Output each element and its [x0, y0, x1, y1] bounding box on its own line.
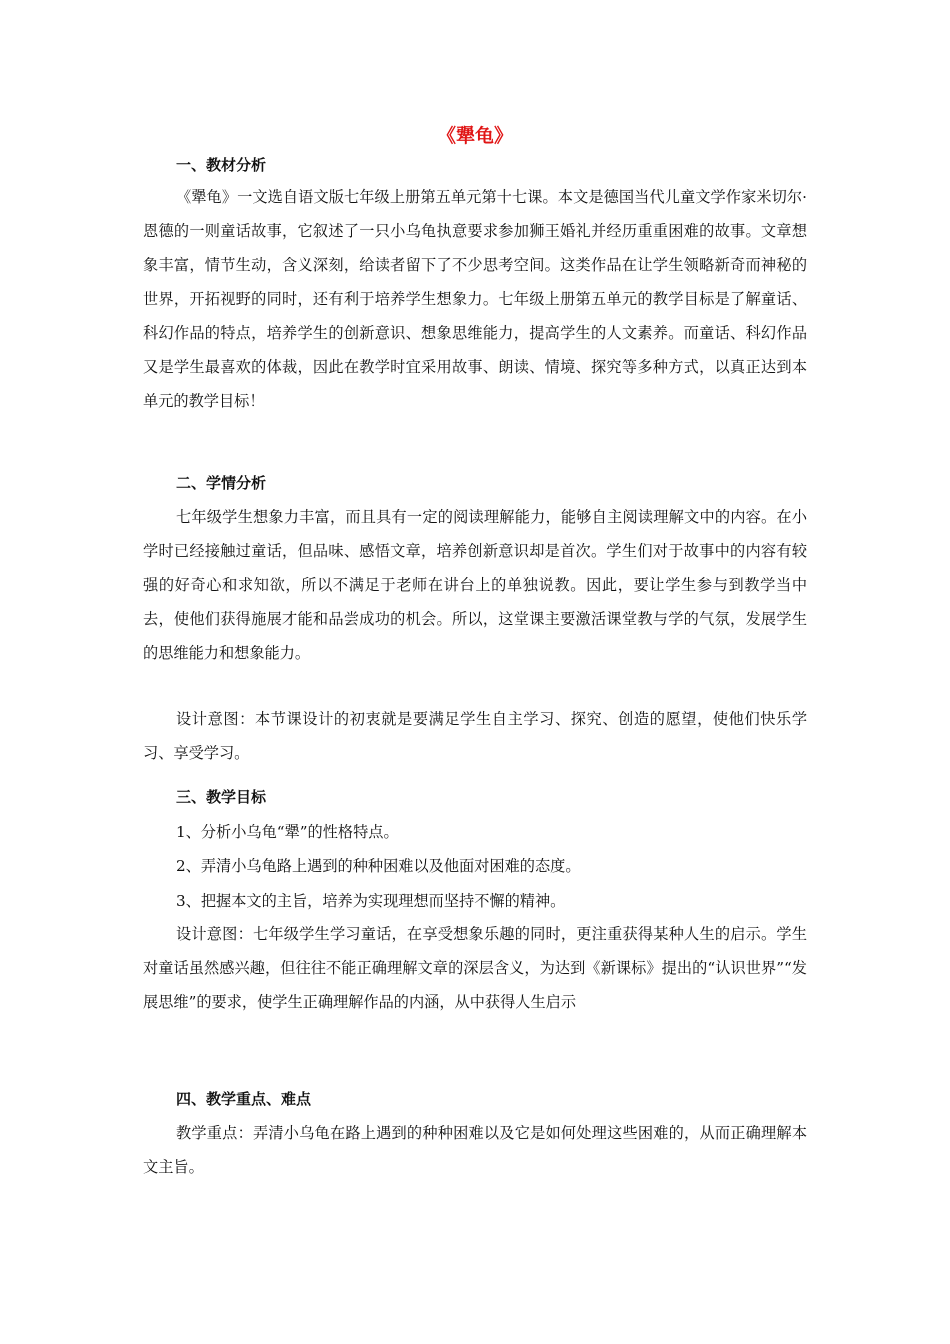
section-heading-3: 三、教学目标 — [176, 788, 267, 806]
objective-item-2: 2、弄清小乌龟路上遇到的种种困难以及他面对困难的态度。 — [176, 857, 581, 875]
objective-item-1: 1、分析小乌龟“犟”的性格特点。 — [176, 823, 399, 841]
paragraph-design-intent-2: 设计意图：七年级学生学习童话，在享受想象乐趣的同时，更注重获得某种人生的启示。学生对童话虽然感兴趣，但往往不能正确理解文章的深层含义，为达到《新课标》提出的“认识世界”“发展思维”的要求，使学生正确理解作品的内涵，从中获得人生启示 — [143, 925, 807, 1011]
objective-item-3: 3、把握本文的主旨，培养为实现理想而坚持不懈的精神。 — [176, 892, 566, 910]
paragraph-key-points: 教学重点：弄清小乌龟在路上遇到的种种困难以及它是如何处理这些困难的，从而正确理解本文主旨。 — [143, 1124, 807, 1176]
section-heading-4: 四、教学重点、难点 — [176, 1090, 312, 1108]
paragraph-student-analysis: 七年级学生想象力丰富，而且具有一定的阅读理解能力，能够自主阅读理解文中的内容。在小学时已经接触过童话，但品味、感悟文章，培养创新意识却是首次。学生们对于故事中的内容有较强的好奇心和求知欲，所以不满足于老师在讲台上的单独说教。因此，要让学生参与到教学当中去，使他们获得施展才能和品尝成功的机会。所以，这堂课主要激活课堂教与学的气氛，发展学生的思维能力和想象能力。 — [143, 508, 807, 662]
paragraph-material-analysis: 《犟龟》一文选自语文版七年级上册第五单元第十七课。本文是德国当代儿童文学作家米切尔·恩德的一则童话故事，它叙述了一只小乌龟执意要求参加狮王婚礼并经历重重困难的故事。文章想象丰富，情节生动，含义深刻，给读者留下了不少思考空间。这类作品在让学生领略新奇而神秘的世界，开拓视野的同时，还有利于培养学生想象力。七年级上册第五单元的教学目标是了解童话、科幻作品的特点，培养学生的创新意识、想象思维能力，提高学生的人文素养。而童话、科幻作品又是学生最喜欢的体裁，因此在教学时宜采用故事、朗读、情境、探究等多种方式，以真正达到本单元的教学目标！ — [143, 188, 807, 410]
paragraph-design-intent-1: 设计意图：本节课设计的初衷就是要满足学生自主学习、探究、创造的愿望，使他们快乐学习、享受学习。 — [143, 710, 807, 762]
section-heading-2: 二、学情分析 — [176, 474, 267, 492]
document-title: 《犟龟》 — [436, 125, 513, 147]
section-heading-1: 一、教材分析 — [176, 156, 267, 174]
